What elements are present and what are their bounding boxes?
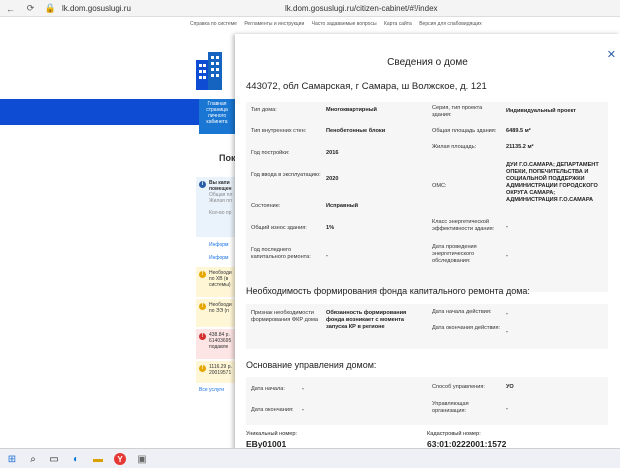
info-label: Общий износ здания: — [251, 225, 307, 231]
info-value: Индивидуальный проект — [506, 108, 577, 114]
fkr-sign-label: Признак необходимости формирования ФКР дома — [251, 310, 318, 323]
unique-number-value: ЕВу01001 — [246, 439, 287, 448]
fkr-section-title: Необходимость формирования фонда капитального ремонта дома: — [246, 286, 530, 296]
all-services-link[interactable]: Все услуги — [199, 387, 224, 393]
edge-browser-icon[interactable]: ◐ — [72, 453, 80, 465]
browser-toolbar — [0, 0, 620, 17]
fkr-start-value: - — [506, 311, 508, 317]
unique-number-block — [246, 431, 297, 448]
fkr-start-label: Дата начала действия: — [432, 309, 492, 315]
management-section-title: Основание управления домом: — [246, 360, 377, 370]
house-address: 443072, обл Самарская, г Самара, ш Волжское, д. 121 — [246, 81, 487, 92]
payment-text: 1116.29 р. 20019571 — [209, 364, 232, 376]
notice-card-electric — [196, 299, 235, 327]
close-icon[interactable]: ✕ — [606, 49, 616, 61]
info-label: Общая площадь здания: — [432, 128, 497, 134]
main-page-tile[interactable]: Главная страница личного кабинета — [199, 99, 235, 134]
house-info-table — [246, 102, 608, 292]
notice-electric-text: Необходи по ЭЭ (п — [209, 302, 232, 314]
info-label: Класс энергетической эффективности здания: — [432, 219, 495, 232]
info-value: 21135.2 м² — [506, 144, 534, 150]
info-value-oms: ДУИ Г.О.САМАРА; ДЕПАРТАМЕНТ ОПЕКИ, ПОПЕЧИТЕЛЬСТВА И СОЦИАЛЬНОЙ ПОДДЕРЖКИ АДМИНИСТРАЦИИ ГОРОДСКОГО ОКРУГА САМАРА; АДМИНИСТРАЦИЯ Г.О.САМАРА — [506, 162, 599, 203]
background-heading: Пок — [219, 153, 236, 163]
warning-icon: ! — [199, 365, 206, 372]
refresh-icon[interactable]: ⟳ — [26, 3, 35, 13]
cadastral-number-block — [427, 431, 506, 448]
area-card-title: Вы капи помещен — [209, 180, 232, 192]
info-label: Серия, тип проекта здания: — [432, 105, 483, 118]
nav-sitemap[interactable]: Карта сайта — [383, 21, 412, 27]
management-table — [246, 377, 608, 425]
info-label: Год последнего капитального ремонта: — [251, 247, 311, 260]
mgmt-org-value: - — [506, 406, 508, 412]
info-label: Тип дома: — [251, 107, 277, 113]
debt-card — [196, 329, 235, 359]
nav-accessibility[interactable]: Версия для слабовидящих — [419, 21, 482, 27]
mgmt-start-label: Дата начала: — [251, 386, 285, 392]
info-link-2[interactable]: Информ — [209, 255, 229, 261]
info-label: Дата проведения энергетического обследования: — [432, 244, 477, 264]
house-info-modal — [235, 34, 620, 448]
lock-icon[interactable]: 🔒 — [44, 3, 57, 13]
info-value: 2020 — [326, 176, 339, 182]
area-card — [196, 177, 235, 237]
app-window-icon[interactable]: ▣ — [137, 453, 147, 465]
building-logo-icon — [194, 50, 226, 90]
mgmt-start-value: - — [302, 386, 304, 392]
info-label: Год ввода в эксплуатацию: — [251, 172, 321, 178]
info-value: Многоквартирный — [326, 107, 377, 113]
area-card-sub3: Кол-во пр — [209, 210, 232, 216]
back-icon[interactable]: ← — [6, 3, 15, 14]
nav-regulations[interactable]: Регламенты и инструкции — [244, 21, 305, 27]
page-title-bar: lk.dom.gosuslugi.ru/citizen-cabinet/#!/index — [285, 4, 438, 13]
fkr-end-value: - — [506, 329, 508, 335]
info-value: - — [506, 224, 508, 230]
fkr-table — [246, 304, 608, 349]
info-label: Год постройки: — [251, 150, 290, 156]
info-label: ОМС: — [432, 183, 447, 189]
cadastral-number-value: 63:01:0222001:1572 — [427, 439, 507, 448]
address-bar[interactable]: lk.dom.gosuslugi.ru — [62, 4, 131, 13]
info-label: Жилая площадь: — [432, 144, 477, 150]
info-value: Пенобетонные блоки — [326, 128, 386, 134]
info-value: - — [326, 253, 328, 259]
nav-help[interactable]: Справка по системе — [190, 21, 237, 27]
info-value: - — [506, 253, 508, 259]
info-value: 2016 — [326, 150, 339, 156]
alert-icon: ! — [199, 333, 206, 340]
windows-start-icon[interactable]: ⊞ — [7, 453, 17, 465]
mgmt-end-value: - — [302, 407, 304, 413]
task-view-icon[interactable]: ▭ — [49, 453, 59, 465]
mgmt-method-value: УО — [506, 384, 514, 390]
search-icon[interactable]: ⌕ — [30, 453, 36, 465]
info-icon: i — [199, 181, 206, 188]
info-link-1[interactable]: Информ — [209, 242, 229, 248]
mgmt-org-label: Управляющая организация: — [432, 401, 469, 414]
page — [0, 17, 620, 448]
top-navigation — [190, 21, 620, 35]
unique-number-label: Уникальный номер: — [246, 431, 297, 437]
debt-text: 438.84 р. 61403695 подавле — [209, 332, 232, 350]
fkr-sign-value: Обязанность формирования фонда возникает с момента запуска КР в регионе — [326, 310, 407, 330]
info-label: Тип внутренних стен: — [251, 128, 307, 134]
area-card-sub2: Жилая пл — [209, 198, 232, 204]
taskbar — [0, 448, 620, 468]
area-card-sub1: Общая пл — [209, 192, 233, 198]
notice-water-text: Необходи по ХВ (в системы) — [209, 270, 232, 288]
warning-icon: ! — [199, 303, 206, 310]
yandex-browser-icon[interactable]: Y — [114, 453, 126, 465]
info-value: 6489.5 м² — [506, 128, 531, 134]
notice-card-water — [196, 267, 235, 297]
modal-title: Сведения о доме — [387, 57, 468, 68]
payment-card — [196, 361, 235, 383]
nav-faq[interactable]: Часто задаваемые вопросы — [311, 21, 377, 27]
mgmt-method-label: Способ управления: — [432, 384, 485, 390]
mgmt-end-label: Дата окончания: — [251, 407, 294, 413]
info-label: Состояние: — [251, 203, 281, 209]
file-explorer-icon[interactable]: ▬ — [93, 453, 103, 465]
cadastral-number-label: Кадастровый номер: — [427, 431, 481, 437]
warning-icon: ! — [199, 271, 206, 278]
info-value: 1% — [326, 225, 335, 231]
info-value: Исправный — [326, 203, 359, 209]
fkr-end-label: Дата окончания действия: — [432, 325, 501, 331]
